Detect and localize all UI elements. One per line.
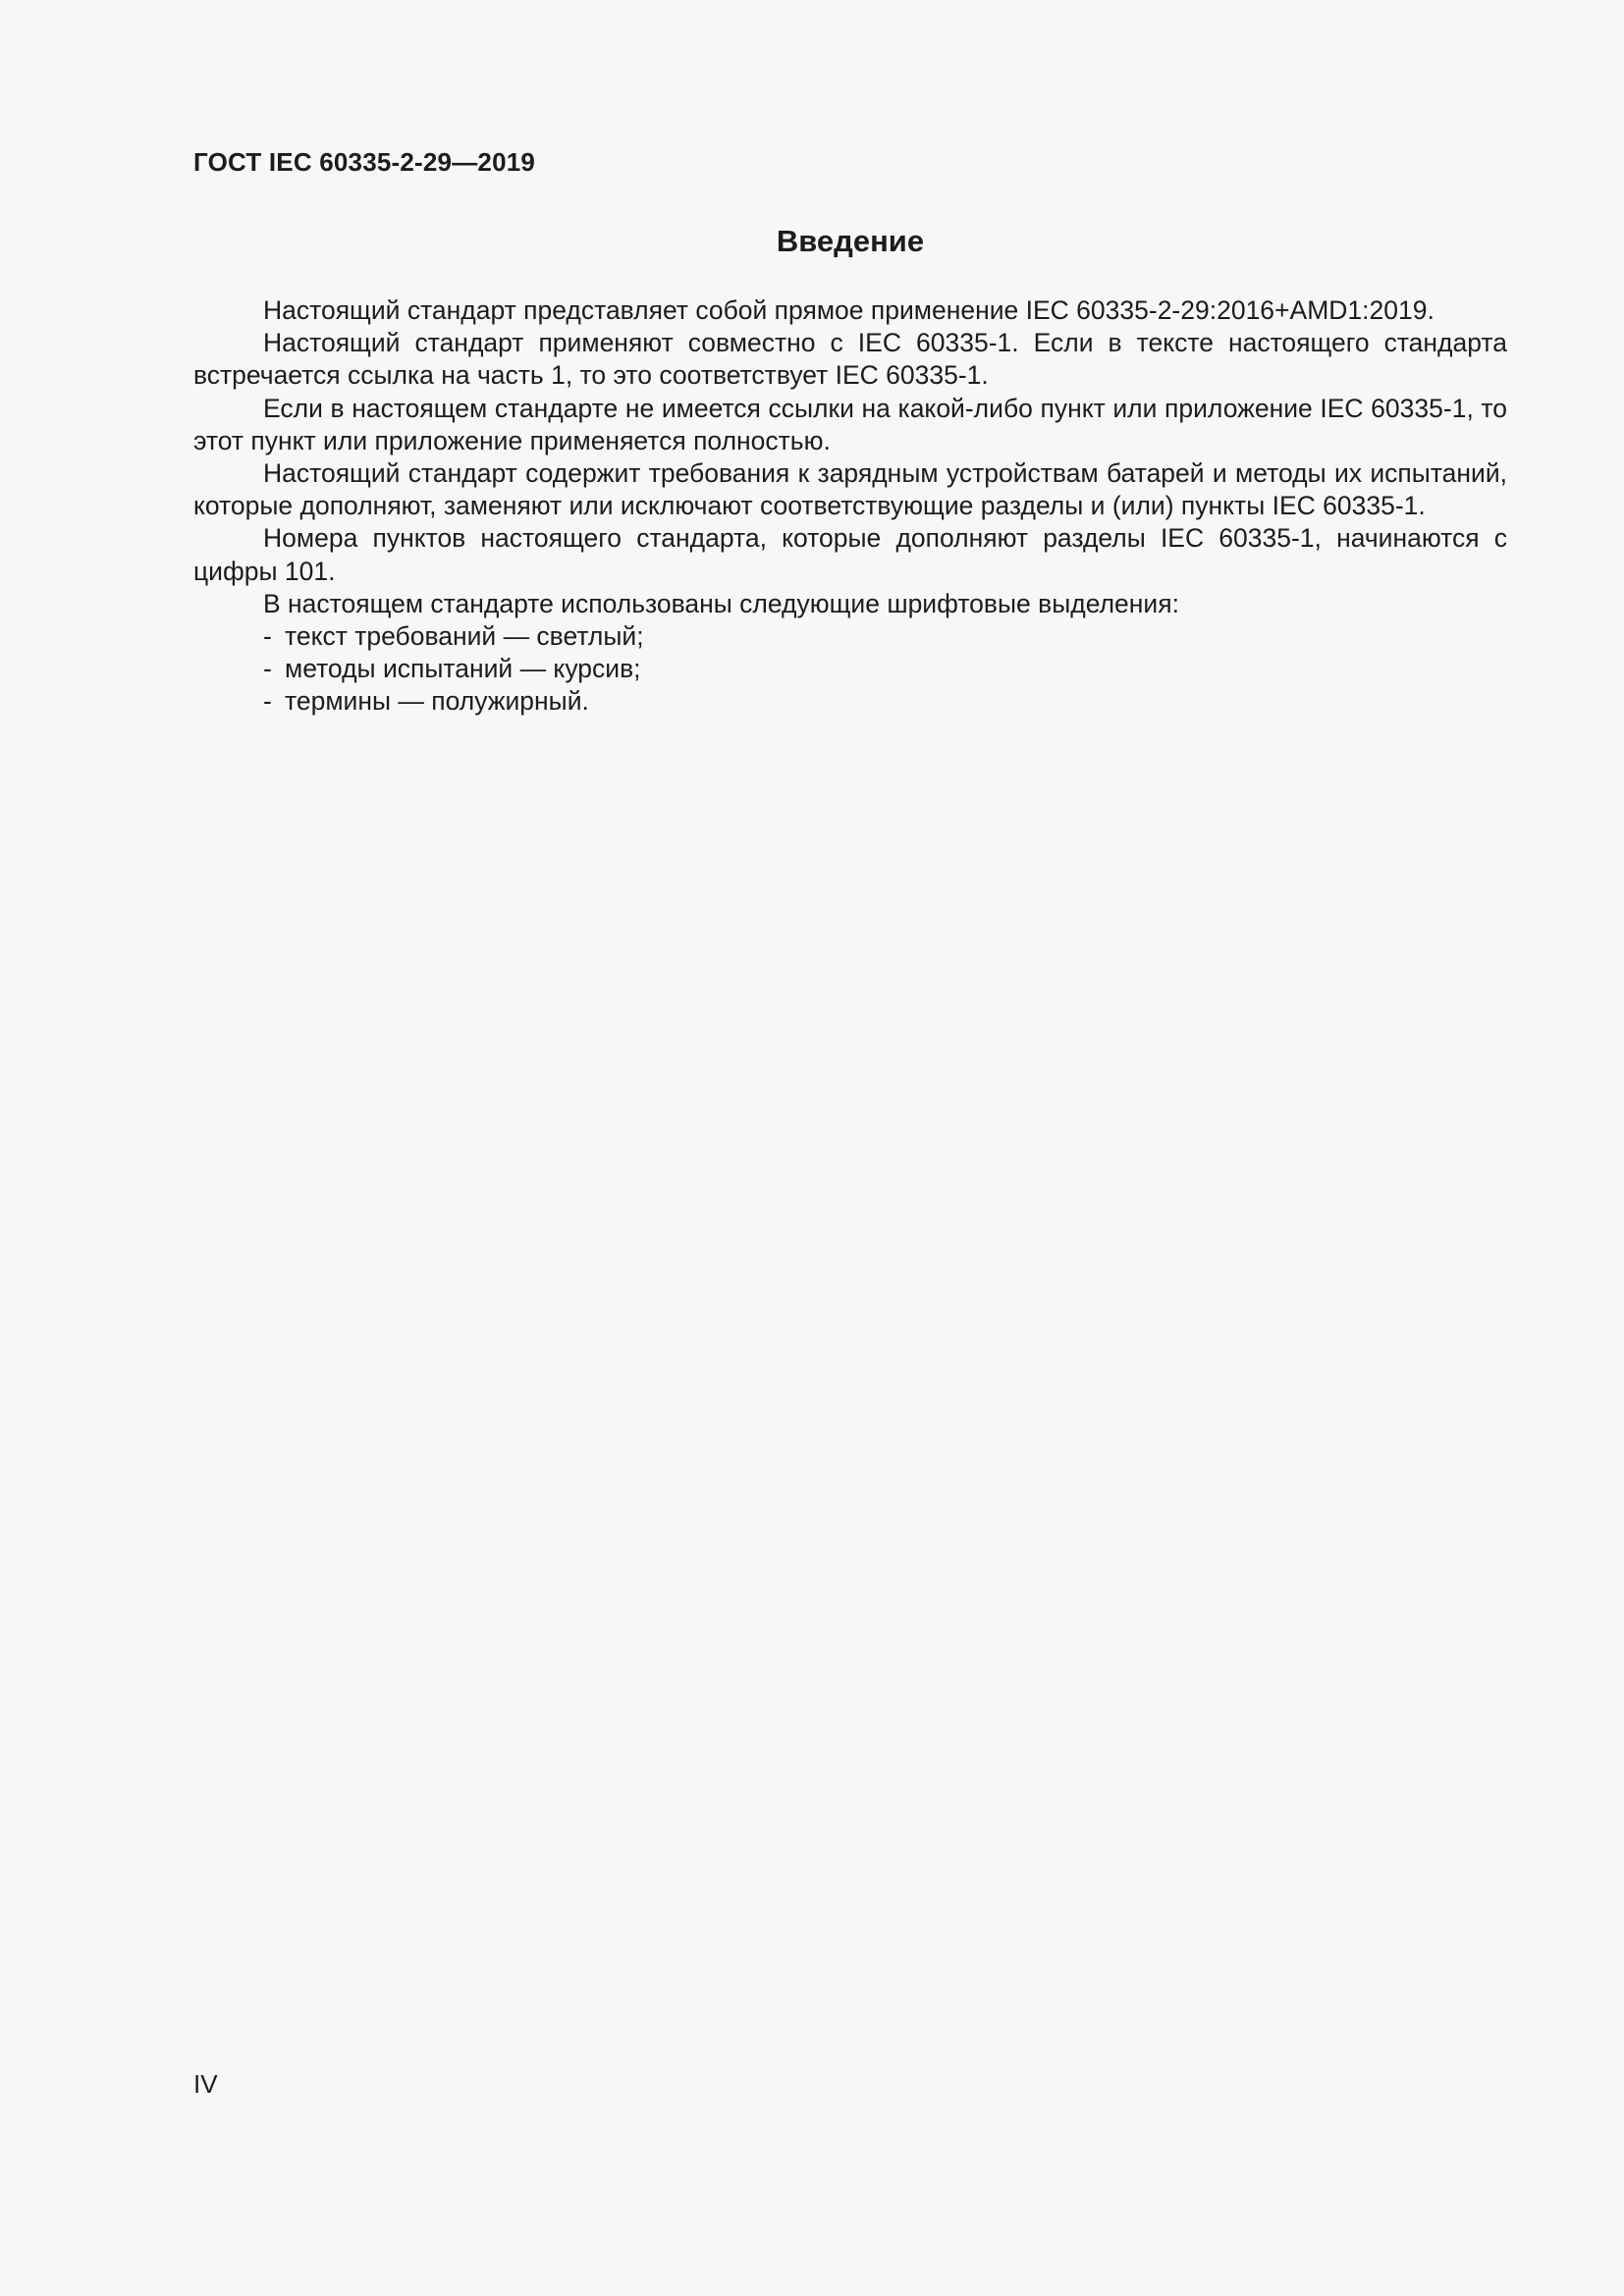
font-conventions-list xyxy=(193,620,1507,719)
list-item xyxy=(193,653,1507,685)
document-header: ГОСТ IEC 60335-2-29—2019 xyxy=(193,147,536,177)
document-body xyxy=(193,294,1507,719)
section-title: Введение xyxy=(776,224,925,258)
page-number: IV xyxy=(193,2069,218,2099)
paragraph: Если в настоящем стандарте не имеется ссылки на какой-либо пункт или приложение IEC 60335-1, то этот пункт или приложение применяется полностью. xyxy=(193,393,1507,455)
list-item-text: текст требований — светлый; xyxy=(285,621,644,652)
list-marker: - xyxy=(263,654,272,684)
paragraph: Настоящий стандарт содержит требования к зарядным устройствам батарей и методы их испытаний, которые дополняют, заменяют или исключают соответствующие разделы и (или) пункты IEC 60335-1. xyxy=(193,458,1507,521)
paragraph: Настоящий стандарт представляет собой прямое применение IEC 60335-2-29:2016+AMD1:2019. xyxy=(263,295,1435,325)
list-item-text: методы испытаний — курсив; xyxy=(285,654,641,684)
list-item xyxy=(193,620,1507,653)
paragraph: Номера пунктов настоящего стандарта, которые дополняют разделы IEC 60335-1, начинаются с цифры 101. xyxy=(193,523,1507,586)
paragraph: Настоящий стандарт применяют совместно с IEC 60335-1. Если в тексте настоящего стандарта встречается ссылка на часть 1, то это соответствует IEC 60335-1. xyxy=(193,328,1507,391)
list-marker: - xyxy=(263,686,272,717)
list-item-text: термины — полужирный. xyxy=(285,686,589,717)
paragraph: В настоящем стандарте использованы следующие шрифтовые выделения: xyxy=(263,588,1179,618)
list-item xyxy=(193,685,1507,718)
list-marker: - xyxy=(263,621,272,652)
